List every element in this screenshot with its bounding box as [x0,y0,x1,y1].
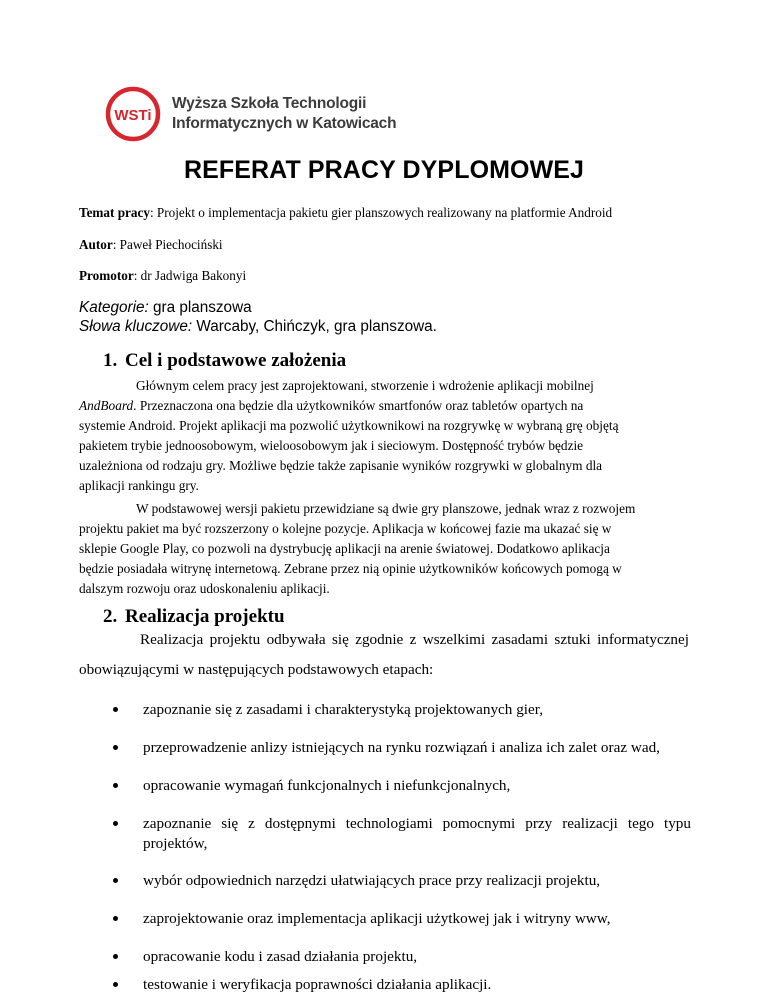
list-item-text: przeprowadzenie anlizy istniejących na rynku rozwiązań i analiza ich zalet oraz wad, [143,739,660,756]
categories-label: Kategorie: [79,299,149,316]
text-line: pakietem trybie jednoosobowym, wieloosobowym jak i sieciowym. Dostępność trybów będzie [79,438,584,453]
categories-value: gra planszowa [148,299,252,316]
app-name: AndBoard [79,398,134,413]
section-1-heading [103,350,346,372]
list-item-text: testowanie i weryfikacja poprawności działania aplikacji. [143,976,492,993]
section-1-title: Cel i podstawowe założenia [125,350,347,371]
text-line: obowiązującymi w następujących podstawowych etapach: [79,661,434,678]
text-line [79,396,689,416]
list-item-text: zapoznanie się z zasadami i charakterystyką projektowanych gier, [143,701,543,718]
text-line: systemie Android. Projekt aplikacji ma pozwolić użytkownikowi na rozgrywkę w wybraną grę objętą [79,418,619,433]
text-span: . Przeznaczona ona będzie dla użytkowników smartfonów oraz tabletów opartych na [133,398,584,413]
author-line [79,237,223,253]
logo-wordmark [172,94,396,134]
logo-line-2: Informatycznych w Katowicach [172,115,397,132]
list-item-text: zapoznanie się z dostępnymi technologiami pomocnymi przy realizacji tego typu projektów, [143,815,691,852]
text-line: będzie posiadała witrynę internetową. Zebrane przez nią opinie użytkowników końcowych pomogą w [79,561,622,576]
text-line: projektu pakiet ma być rozszerzony o kolejne pozycje. Aplikacja w końcowej fazie ma ukazać się w [79,521,612,536]
section-1-paragraph-2 [79,499,689,599]
bullet-icon [113,745,118,750]
topic-value: : Projekt o implementacja pakietu gier planszowych realizowany na platformie Android [149,205,613,220]
bullet-icon [113,783,118,788]
section-2-intro [79,631,689,679]
keywords-value: Warcaby, Chińczyk, gra planszowa. [192,318,437,335]
promotor-line [79,268,246,284]
list-item-text: opracowanie kodu i zasad działania projektu, [143,948,418,965]
text-line: Głównym celem pracy jest zaprojektowani, stworzenie i wdrożenie aplikacji mobilnej [136,378,594,393]
text-line: dalszym rozwoju oraz udoskonaleniu aplikacji. [79,581,330,596]
keywords-label: Słowa kluczowe: [79,318,193,335]
logo-line-1: Wyższa Szkoła Technologii [172,95,367,112]
logo-mark-text: WSTi [114,107,152,124]
topic-line [79,205,612,221]
text-line: sklepie Google Play, co pozwoli na dystrybucję aplikacji na arenie światowej. Dodatkowo aplikacja [79,541,610,556]
author-label: Autor [79,237,113,252]
text-line: aplikacji rankingu gry. [79,478,199,493]
topic-label: Temat pracy [79,205,150,220]
section-2-title: Realizacja projektu [125,606,285,627]
bullet-icon [113,707,118,712]
section-2-number: 2. [103,606,118,627]
text-line: uzależniona od rodzaju gry. Możliwe będzie także zapisanie wyników rozgrywki w globalnym dla [79,458,603,473]
list-item-text: wybór odpowiednich narzędzi ułatwiających prace przy realizacji projektu, [143,872,601,889]
list-item-text: zaprojektowanie oraz implementacja aplikacji użytkowej jak i witryny www, [143,910,611,927]
bullet-icon [113,878,118,883]
list-item-text: opracowanie wymagań funkcjonalnych i niefunkcjonalnych, [143,777,511,794]
text-line: Realizacja projektu odbywała się zgodnie z wszelkimi zasadami sztuki informatycznej [140,631,689,648]
bullet-icon [113,954,118,959]
author-value: : Paweł Piechociński [112,237,223,252]
keywords-line [79,318,437,336]
wsti-logo-icon [104,85,162,143]
bullet-icon [113,821,118,826]
categories-line [79,299,252,317]
promotor-value: : dr Jadwiga Bakonyi [133,268,247,283]
promotor-label: Promotor [79,268,134,283]
bullet-icon [113,916,118,921]
document-title: REFERAT PRACY DYPLOMOWEJ [183,156,585,184]
section-1-number: 1. [103,350,118,371]
section-1-paragraph-1 [79,376,689,496]
institution-logo [104,86,396,142]
section-2-heading [103,606,285,628]
text-line: W podstawowej wersji pakietu przewidziane są dwie gry planszowe, jednak wraz z rozwojem [136,501,636,516]
bullet-icon [113,982,118,987]
